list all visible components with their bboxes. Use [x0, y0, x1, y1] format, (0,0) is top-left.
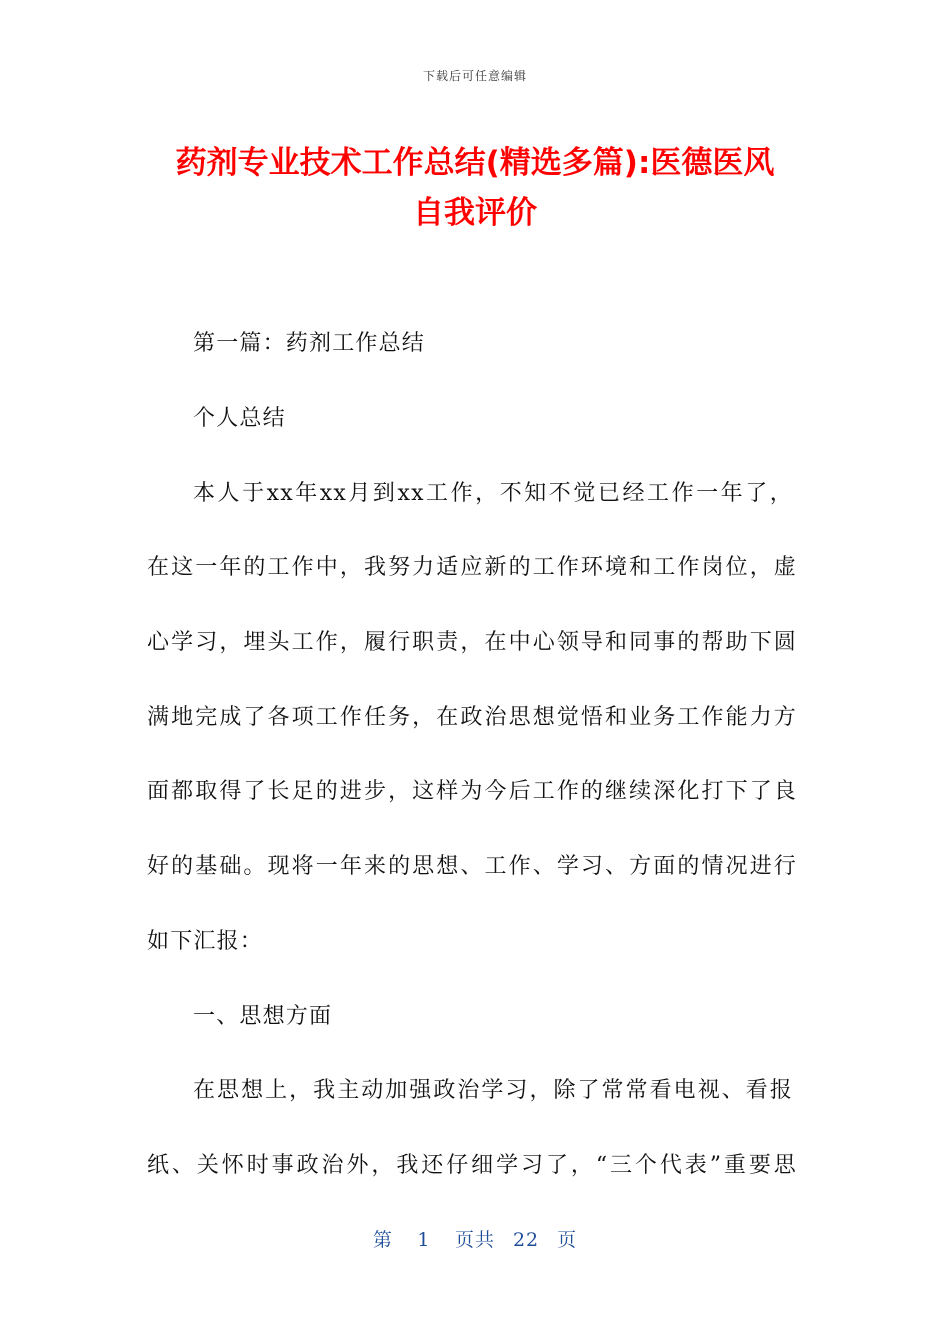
section-heading-thought: 一、思想方面 [193, 1004, 333, 1029]
paragraph-line: 纸、关怀时事政治外，我还仔细学习了，“三个代表”重要思 [147, 1153, 797, 1178]
page-footer [0, 1225, 950, 1252]
footer-page-suffix: 页 [557, 1229, 578, 1251]
paragraph-line: 好的基础。现将一年来的思想、工作、学习、方面的情况进行 [147, 854, 797, 879]
paragraph-line: 在这一年的工作中，我努力适应新的工作环境和工作岗位，虚 [147, 555, 797, 580]
title-line-1: 药剂专业技术工作总结(精选多篇):医德医风 [175, 145, 775, 181]
paragraph-line: 心学习，埋头工作，履行职责，在中心领导和同事的帮助下圆 [147, 630, 797, 655]
section-heading-part-one: 第一篇：药剂工作总结 [193, 331, 426, 356]
footer-page-mid: 页共 [454, 1229, 495, 1251]
paragraph-line: 面都取得了长足的进步，这样为今后工作的继续深化打下了良 [147, 779, 797, 804]
document-title [140, 138, 810, 238]
paragraph-line: 如下汇报： [147, 929, 264, 954]
header-note: 下载后可任意编辑 [422, 69, 527, 83]
footer-current-page: 1 [417, 1229, 431, 1251]
footer-page-prefix: 第 [372, 1229, 393, 1251]
paragraph-line: 本人于xx年xx月到xx工作，不知不觉已经工作一年了， [193, 481, 793, 506]
paragraph-line: 在思想上，我主动加强政治学习，除了常常看电视、看报 [193, 1078, 793, 1103]
title-line-2: 自我评价 [413, 195, 537, 231]
subheading-personal-summary: 个人总结 [193, 406, 286, 431]
footer-total-pages: 22 [512, 1229, 540, 1251]
paragraph-line: 满地完成了各项工作任务，在政治思想觉悟和业务工作能力方 [147, 705, 797, 730]
